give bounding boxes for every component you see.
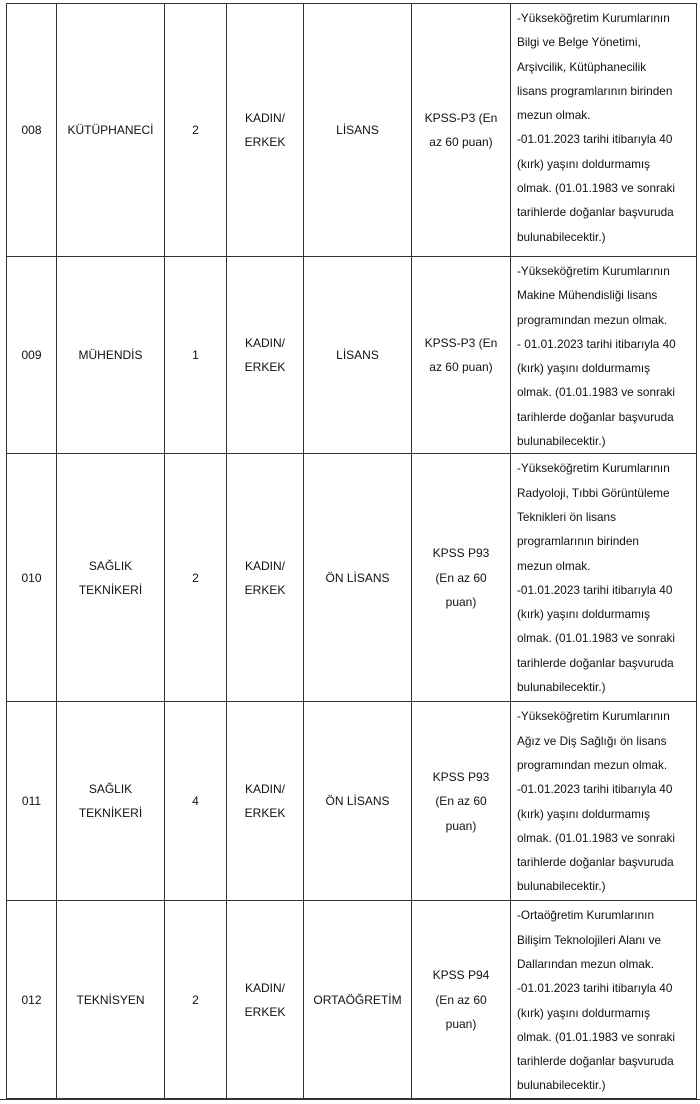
position-code: 012: [7, 901, 57, 1099]
table-row: [7, 257, 697, 454]
table-row: [7, 454, 697, 702]
kpss-score: KPSS P93 (En az 60 puan): [412, 702, 511, 901]
positions-table: [6, 3, 697, 1099]
position-count: 2: [165, 454, 227, 702]
position-title: MÜHENDİS: [57, 257, 165, 454]
table-row: [7, 4, 697, 257]
education-level: LİSANS: [304, 4, 412, 257]
position-title: KÜTÜPHANECİ: [57, 4, 165, 257]
position-code: 010: [7, 454, 57, 702]
table-row: [7, 901, 697, 1099]
kpss-score: KPSS P93 (En az 60 puan): [412, 454, 511, 702]
requirements: -Ortaöğretim Kurumlarının Bilişim Teknolojileri Alanı ve Dallarından mezun olmak. -01.01.2023 tarihi itibarıyla 40 (kırk) yaşını doldurmamış olmak. (01.01.1983 ve sonraki tarihlerde doğanlar başvuruda bulunabilecektir.): [511, 901, 697, 1099]
gender: KADIN/ ERKEK: [227, 901, 304, 1099]
education-level: LİSANS: [304, 257, 412, 454]
position-code: 011: [7, 702, 57, 901]
position-count: 2: [165, 4, 227, 257]
education-level: ORTAÖĞRETİM: [304, 901, 412, 1099]
gender: KADIN/ ERKEK: [227, 454, 304, 702]
gender: KADIN/ ERKEK: [227, 257, 304, 454]
gender: KADIN/ ERKEK: [227, 4, 304, 257]
gender: KADIN/ ERKEK: [227, 702, 304, 901]
position-title: TEKNİSYEN: [57, 901, 165, 1099]
education-level: ÖN LİSANS: [304, 702, 412, 901]
requirements: -Yükseköğretim Kurumlarının Ağız ve Diş Sağlığı ön lisans programından mezun olmak. -01.01.2023 tarihi itibarıyla 40 (kırk) yaşını doldurmamış olmak. (01.01.1983 ve sonraki tarihlerde doğanlar başvuruda bulunabilecektir.): [511, 702, 697, 901]
position-title: SAĞLIK TEKNİKERİ: [57, 454, 165, 702]
kpss-score: KPSS-P3 (En az 60 puan): [412, 4, 511, 257]
position-count: 2: [165, 901, 227, 1099]
bottom-divider: [0, 1099, 700, 1100]
kpss-score: KPSS-P3 (En az 60 puan): [412, 257, 511, 454]
position-count: 1: [165, 257, 227, 454]
table-row: [7, 702, 697, 901]
position-code: 009: [7, 257, 57, 454]
requirements: -Yükseköğretim Kurumlarının Radyoloji, Tıbbi Görüntüleme Teknikleri ön lisans programlarının birinden mezun olmak. -01.01.2023 tarihi itibarıyla 40 (kırk) yaşını doldurmamış olmak. (01.01.1983 ve sonraki tarihlerde doğanlar başvuruda bulunabilecektir.): [511, 454, 697, 702]
education-level: ÖN LİSANS: [304, 454, 412, 702]
position-code: 008: [7, 4, 57, 257]
position-count: 4: [165, 702, 227, 901]
position-title: SAĞLIK TEKNİKERİ: [57, 702, 165, 901]
kpss-score: KPSS P94 (En az 60 puan): [412, 901, 511, 1099]
requirements: -Yükseköğretim Kurumlarının Bilgi ve Belge Yönetimi, Arşivcilik, Kütüphanecilik lisans programlarının birinden mezun olmak. -01.01.2023 tarihi itibarıyla 40 (kırk) yaşını doldurmamış olmak. (01.01.1983 ve sonraki tarihlerde doğanlar başvuruda bulunabilecektir.): [511, 4, 697, 257]
requirements: -Yükseköğretim Kurumlarının Makine Mühendisliği lisans programından mezun olmak. - 01.01.2023 tarihi itibarıyla 40 (kırk) yaşını doldurmamış olmak. (01.01.1983 ve sonraki tarihlerde doğanlar başvuruda bulunabilecektir.): [511, 257, 697, 454]
